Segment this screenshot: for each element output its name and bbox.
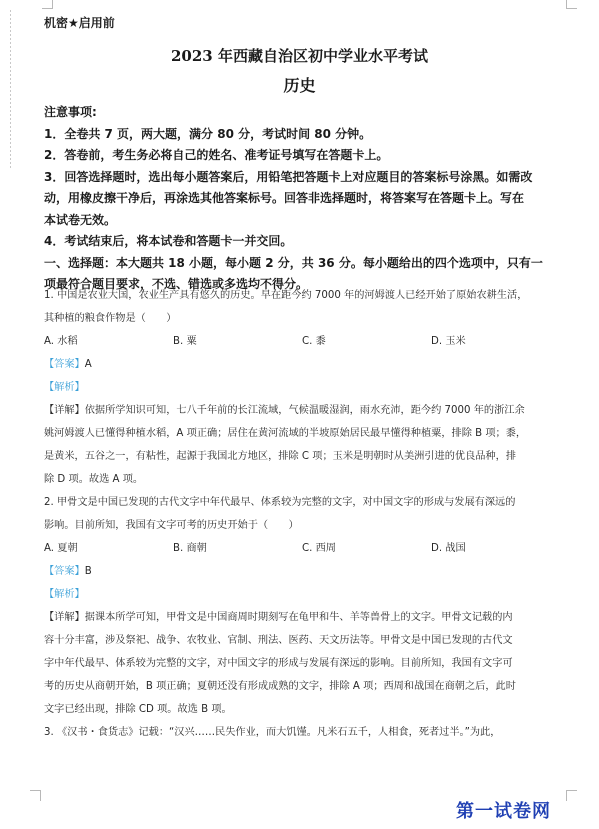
answer-value: B — [84, 566, 92, 577]
analysis-tag: 【解析】 — [44, 589, 85, 600]
detail-text: 考的历史从商朝开始，B 项正确；夏朝还没有形成成熟的文字，排除 A 项；西周和战国在商朝之后，此时 — [44, 681, 516, 692]
detail-tag: 【详解】 — [44, 612, 85, 623]
analysis-line — [44, 583, 564, 606]
question-stem: 2. 甲骨文是中国已发现的古代文字中年代最早、体系较为完整的文字，对中国文字的形成与发展有深远的 — [44, 497, 516, 508]
questions-body — [44, 284, 564, 744]
detail-text: 依据所学知识可知，七八千年前的长江流域，气候温暖湿润，雨水充沛，距今约 7000 年的浙江余 — [84, 405, 525, 416]
detail-tag: 【详解】 — [44, 405, 85, 416]
site-watermark: 第一试卷网 — [456, 801, 551, 822]
subject-title: 历史 — [283, 76, 316, 95]
detail-line — [44, 399, 564, 422]
option-d: D. 玉米 — [431, 336, 466, 347]
answer-value: A — [84, 359, 92, 370]
detail-text: 据课本所学可知，甲骨文是中国商周时期刻写在龟甲和牛、羊等兽骨上的文字。甲骨文记载的内 — [84, 612, 513, 623]
answer-tag: 【答案】 — [44, 359, 85, 370]
detail-text: 字中年代最早、体系较为完整的文字，对中国文字的形成与发展有深远的影响。目前所知，我国有文字可 — [44, 658, 513, 669]
detail-line — [44, 606, 564, 629]
note-item: 本试卷无效。 — [44, 212, 117, 227]
option-a: A. 夏朝 — [44, 543, 78, 554]
question-stem: 1. 中国是农业大国，农业生产具有悠久的历史。早在距今约 7000 年的河姆渡人已经开始了原始农耕生活， — [44, 290, 528, 301]
option-b: B. 商朝 — [173, 543, 207, 554]
detail-text: 是黄米，五谷之一，有粘性，起源于我国北方地区，排除 C 项；玉米是明朝时从美洲引进的优良品种，排 — [44, 451, 517, 462]
question-stem: 影响。目前所知，我国有文字可考的历史开始于（ ） — [44, 520, 299, 531]
option-a: A. 水稻 — [44, 336, 78, 347]
question-stem: 3. 《汉书・食货志》记载：“汉兴……民失作业，而大饥馑。凡米石五千，人相食，死者过半。”为此， — [44, 727, 501, 738]
note-item: 1．全卷共 7 页，两大题，满分 80 分，考试时间 80 分钟。 — [44, 126, 372, 141]
notes-section — [44, 102, 564, 296]
note-item: 4．考试结束后，将本试卷和答题卡一并交回。 — [44, 234, 293, 248]
option-b: B. 粟 — [173, 336, 197, 347]
crop-mark-top-right — [566, 0, 577, 9]
crop-mark-bottom-left — [30, 790, 41, 801]
crop-mark-top-left — [42, 0, 53, 9]
analysis-line — [44, 376, 564, 399]
question-stem: 其种植的粮食作物是（ ） — [44, 313, 177, 324]
option-c: C. 西周 — [302, 543, 336, 554]
exam-title: 2023 年西藏自治区初中学业水平考试 — [171, 47, 428, 65]
option-d: D. 战国 — [431, 543, 466, 554]
answer-line — [44, 560, 564, 583]
note-item: 2．答卷前，考生务必将自己的姓名、准考证号填写在答题卡上。 — [44, 148, 389, 162]
option-c: C. 黍 — [302, 336, 326, 347]
note-item: 动，用橡皮擦干净后，再涂选其他答案标号。回答非选择题时，将答案写在答题卡上。写在 — [44, 191, 525, 205]
question-options — [44, 537, 564, 560]
notes-heading: 注意事项: — [44, 105, 97, 119]
detail-text: 文字已经出现，排除 CD 项。故选 B 项。 — [44, 704, 232, 715]
section-instruction: 项最符合题目要求，不选、错选或多选均不得分。 — [44, 277, 309, 291]
detail-text: 姚河姆渡人已懂得种植水稻，A 项正确；居住在黄河流域的半坡原始居民最早懂得种植粟，排除 B 项；黍， — [44, 428, 527, 439]
detail-text: 容十分丰富，涉及祭祀、战争、农牧业、官制、刑法、医药、天文历法等。甲骨文是中国已发现的古代文 — [44, 635, 513, 646]
answer-tag: 【答案】 — [44, 566, 85, 577]
note-item: 3．回答选择题时，选出每小题答案后，用铅笔把答题卡上对应题目的答案标号涂黑。如需改 — [44, 169, 533, 184]
detail-text: 除 D 项。故选 A 项。 — [44, 474, 144, 485]
confidential-label: 机密★启用前 — [44, 16, 115, 30]
analysis-tag: 【解析】 — [44, 382, 85, 393]
question-options — [44, 330, 564, 353]
answer-line — [44, 353, 564, 376]
crop-mark-bottom-right — [566, 790, 577, 801]
section-instruction: 一、选择题：本大题共 18 小题，每小题 2 分，共 36 分。每小题给出的四个选项中，只有一 — [44, 255, 543, 270]
